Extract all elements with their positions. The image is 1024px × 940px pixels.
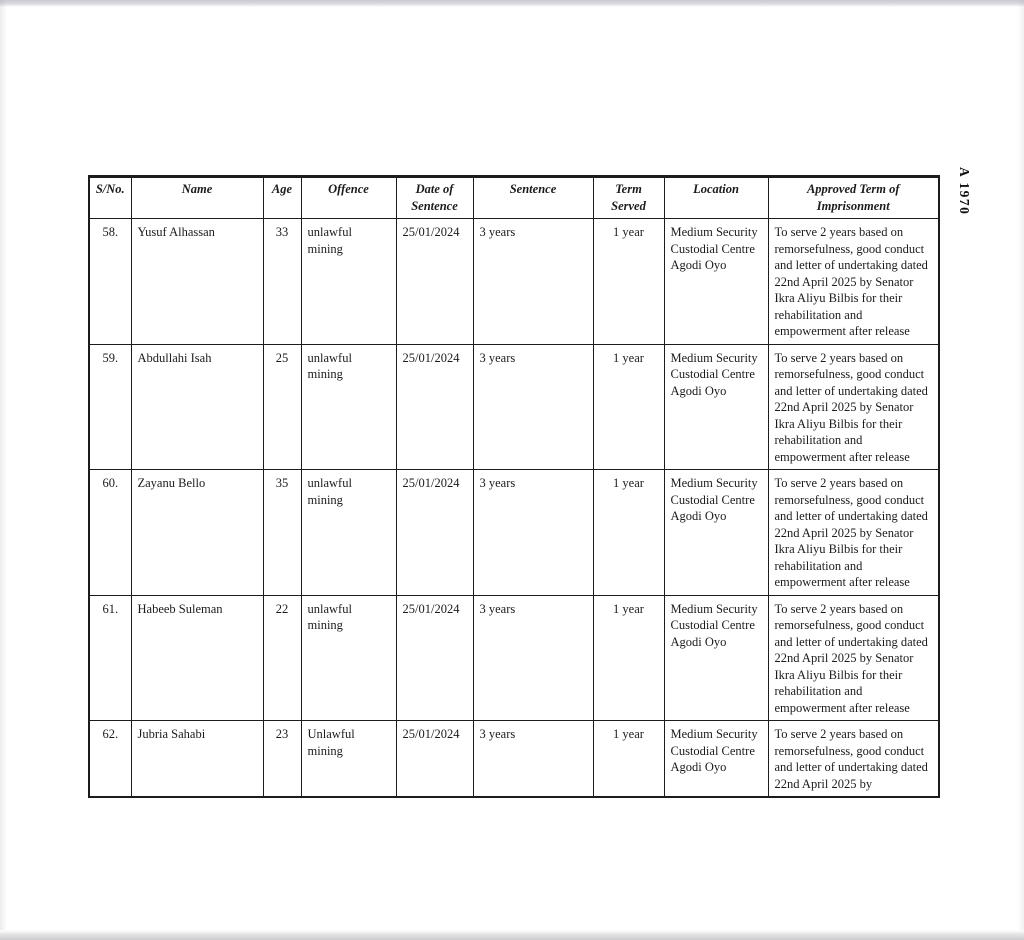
header-location: Location xyxy=(664,177,768,219)
folio-number-label: A 1970 xyxy=(957,167,972,216)
cell-date-of-sentence: 25/01/2024 xyxy=(396,470,473,596)
table-row xyxy=(89,470,939,596)
cell-sentence: 3 years xyxy=(473,219,593,345)
table-header-row xyxy=(89,177,939,219)
cell-sentence: 3 years xyxy=(473,721,593,798)
cell-term-served: 1 year xyxy=(593,219,664,345)
table-row xyxy=(89,721,939,798)
cell-offence: unlawful mining xyxy=(301,344,396,470)
page-edge-top xyxy=(0,0,1024,7)
header-approved-term: Approved Term of Imprisonment xyxy=(768,177,939,219)
cell-location: Medium Security Custodial Centre Agodi Oyo xyxy=(664,470,768,596)
cell-age: 33 xyxy=(263,219,301,345)
cell-term-served: 1 year xyxy=(593,721,664,798)
table-body xyxy=(89,219,939,798)
header-sno: S/No. xyxy=(89,177,131,219)
cell-name: Zayanu Bello xyxy=(131,470,263,596)
cell-location: Medium Security Custodial Centre Agodi Oyo xyxy=(664,219,768,345)
cell-name: Abdullahi Isah xyxy=(131,344,263,470)
cell-serial-number: 61. xyxy=(89,595,131,721)
cell-date-of-sentence: 25/01/2024 xyxy=(396,344,473,470)
cell-serial-number: 59. xyxy=(89,344,131,470)
cell-term-served: 1 year xyxy=(593,595,664,721)
cell-term-served: 1 year xyxy=(593,344,664,470)
cell-location: Medium Security Custodial Centre Agodi Oyo xyxy=(664,344,768,470)
cell-serial-number: 60. xyxy=(89,470,131,596)
page-edge-bottom xyxy=(0,930,1024,940)
cell-offence: unlawful mining xyxy=(301,219,396,345)
cell-approved-term: To serve 2 years based on remorsefulness, good conduct and letter of undertaking dated 22nd April 2025 by Senator Ikra Aliyu Bilbis for their rehabilitation and empowerment after release xyxy=(768,219,939,345)
cell-date-of-sentence: 25/01/2024 xyxy=(396,219,473,345)
cell-age: 25 xyxy=(263,344,301,470)
cell-offence: Unlawful mining xyxy=(301,721,396,798)
header-name: Name xyxy=(131,177,263,219)
cell-approved-term: To serve 2 years based on remorsefulness, good conduct and letter of undertaking dated 22nd April 2025 by Senator Ikra Aliyu Bilbis for their rehabilitation and empowerment after release xyxy=(768,470,939,596)
cell-term-served: 1 year xyxy=(593,470,664,596)
header-offence: Offence xyxy=(301,177,396,219)
cell-name: Yusuf Alhassan xyxy=(131,219,263,345)
cell-age: 22 xyxy=(263,595,301,721)
cell-offence: unlawful mining xyxy=(301,595,396,721)
header-term-served: Term Served xyxy=(593,177,664,219)
cell-serial-number: 58. xyxy=(89,219,131,345)
table-row xyxy=(89,219,939,345)
header-date-of-sentence: Date of Sentence xyxy=(396,177,473,219)
cell-offence: unlawful mining xyxy=(301,470,396,596)
header-age: Age xyxy=(263,177,301,219)
table-row xyxy=(89,344,939,470)
cell-date-of-sentence: 25/01/2024 xyxy=(396,595,473,721)
cell-serial-number: 62. xyxy=(89,721,131,798)
header-sentence: Sentence xyxy=(473,177,593,219)
cell-date-of-sentence: 25/01/2024 xyxy=(396,721,473,798)
cell-age: 23 xyxy=(263,721,301,798)
cell-age: 35 xyxy=(263,470,301,596)
cell-approved-term: To serve 2 years based on remorsefulness, good conduct and letter of undertaking dated 22nd April 2025 by Senator Ikra Aliyu Bilbis for their rehabilitation and empowerment after release xyxy=(768,595,939,721)
cell-location: Medium Security Custodial Centre Agodi Oyo xyxy=(664,721,768,798)
cell-approved-term: To serve 2 years based on remorsefulness, good conduct and letter of undertaking dated 22nd April 2025 by xyxy=(768,721,939,798)
table-row xyxy=(89,595,939,721)
cell-sentence: 3 years xyxy=(473,595,593,721)
cell-sentence: 3 years xyxy=(473,344,593,470)
prisoner-release-table xyxy=(88,175,940,798)
cell-sentence: 3 years xyxy=(473,470,593,596)
cell-name: Jubria Sahabi xyxy=(131,721,263,798)
cell-name: Habeeb Suleman xyxy=(131,595,263,721)
cell-approved-term: To serve 2 years based on remorsefulness, good conduct and letter of undertaking dated 22nd April 2025 by Senator Ikra Aliyu Bilbis for their rehabilitation and empowerment after release xyxy=(768,344,939,470)
page-edge-left xyxy=(0,0,7,940)
page-edge-right xyxy=(1017,0,1024,940)
cell-location: Medium Security Custodial Centre Agodi Oyo xyxy=(664,595,768,721)
